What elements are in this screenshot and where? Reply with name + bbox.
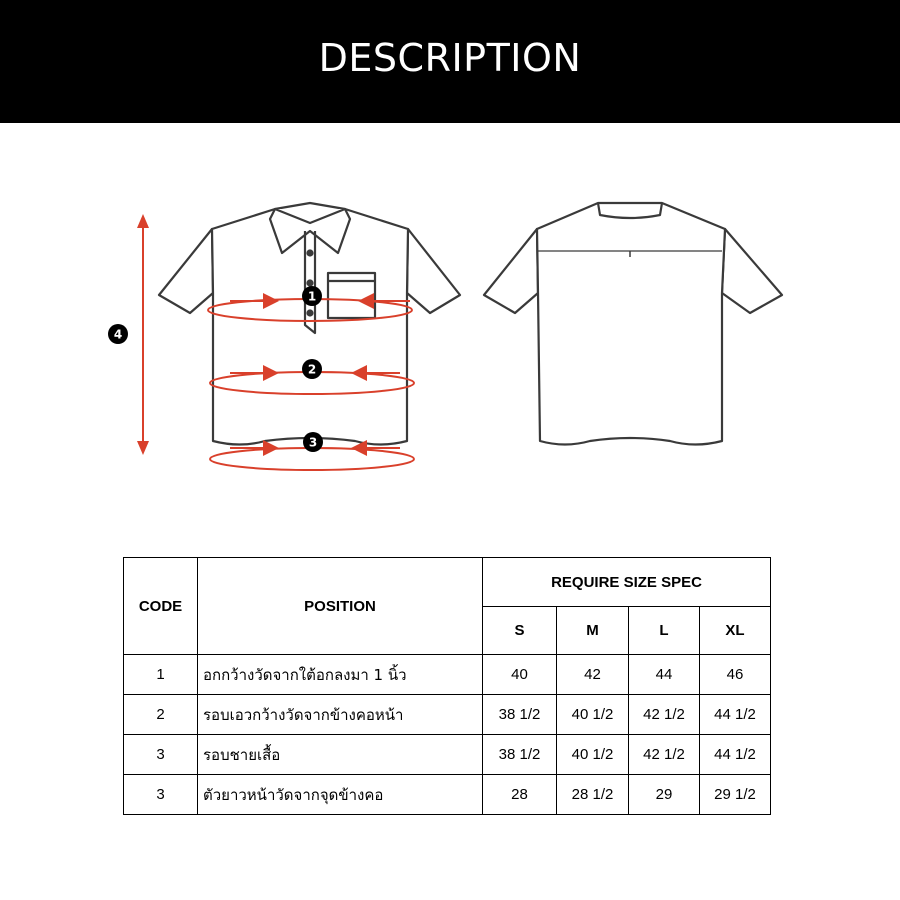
row-code: 2 <box>124 695 198 735</box>
header-size-xl: XL <box>700 607 771 655</box>
row-value-xl: 44 1/2 <box>700 735 771 775</box>
row-value-s: 38 1/2 <box>483 735 557 775</box>
row-code: 3 <box>124 735 198 775</box>
shirt-front-icon <box>159 203 460 445</box>
row-value-s: 28 <box>483 775 557 815</box>
row-value-xl: 44 1/2 <box>700 695 771 735</box>
shirt-back-icon <box>484 203 782 445</box>
marker-2 <box>302 359 322 379</box>
row-position: รอบเอวกว้างวัดจากข้างคอหน้า <box>198 695 483 735</box>
header-code: CODE <box>124 558 198 655</box>
row-position: อกกว้างวัดจากใต้อกลงมา 1 นิ้ว <box>198 655 483 695</box>
shirt-diagram <box>0 123 900 533</box>
row-value-s: 40 <box>483 655 557 695</box>
header-size-m: M <box>557 607 629 655</box>
table-row <box>124 775 771 815</box>
header-spec-group: REQUIRE SIZE SPEC <box>483 558 771 607</box>
row-position: รอบชายเสื้อ <box>198 735 483 775</box>
row-code: 3 <box>124 775 198 815</box>
size-spec-table <box>123 557 771 815</box>
table-row <box>124 735 771 775</box>
row-position: ตัวยาวหน้าวัดจากจุดข้างคอ <box>198 775 483 815</box>
row-code: 1 <box>124 655 198 695</box>
svg-text:4: 4 <box>113 327 123 342</box>
row-value-m: 28 1/2 <box>557 775 629 815</box>
row-value-l: 42 1/2 <box>629 695 700 735</box>
row-value-xl: 46 <box>700 655 771 695</box>
marker-3 <box>303 432 323 452</box>
table-row <box>124 695 771 735</box>
row-value-l: 44 <box>629 655 700 695</box>
svg-text:1: 1 <box>307 289 317 304</box>
marker-1 <box>302 286 322 306</box>
row-value-m: 42 <box>557 655 629 695</box>
row-value-xl: 29 1/2 <box>700 775 771 815</box>
header-banner <box>0 0 900 123</box>
shirt-diagram-svg <box>0 123 900 533</box>
page-title: DESCRIPTION <box>318 35 582 80</box>
header-size-s: S <box>483 607 557 655</box>
header-position: POSITION <box>198 558 483 655</box>
row-value-m: 40 1/2 <box>557 735 629 775</box>
marker-4 <box>108 324 128 344</box>
row-value-s: 38 1/2 <box>483 695 557 735</box>
row-value-m: 40 1/2 <box>557 695 629 735</box>
table-header-row <box>124 558 771 607</box>
svg-text:2: 2 <box>307 362 317 377</box>
header-size-l: L <box>629 607 700 655</box>
row-value-l: 29 <box>629 775 700 815</box>
table-row <box>124 655 771 695</box>
svg-text:3: 3 <box>308 435 318 450</box>
row-value-l: 42 1/2 <box>629 735 700 775</box>
